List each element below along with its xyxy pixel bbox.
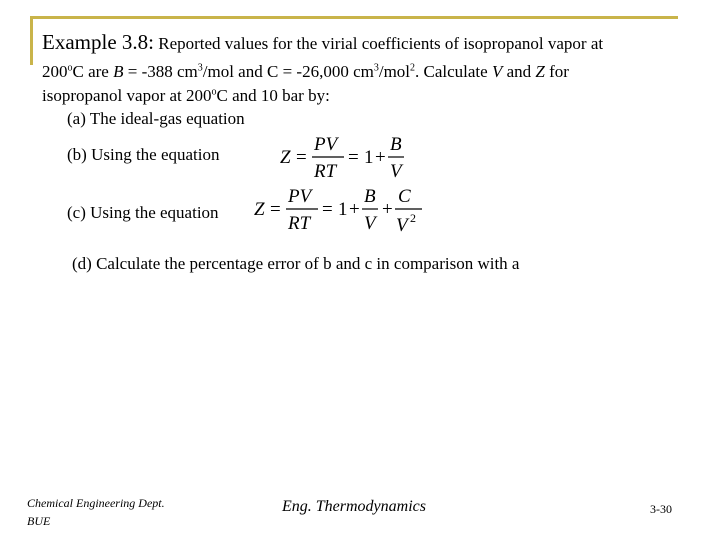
eq-v: V: [390, 161, 402, 182]
eq-one: 1: [338, 199, 348, 220]
exponent: 3: [373, 62, 379, 74]
example-label: Example 3.8:: [42, 30, 154, 54]
footer-course: Eng. Thermodynamics: [282, 498, 426, 515]
eq-pv: PV: [314, 134, 338, 155]
eq-pv: PV: [288, 186, 312, 207]
eq-equals: =: [322, 199, 333, 220]
text-span: for: [544, 62, 569, 81]
frame-top-border: [30, 16, 678, 19]
frame-left-border: [30, 16, 33, 65]
equation-c-svg: [252, 183, 427, 239]
part-c: (c) Using the equation: [67, 203, 219, 222]
text-span: . Calculate: [415, 62, 492, 81]
eq-equals: =: [296, 147, 307, 168]
part-b: (b) Using the equation: [67, 145, 220, 164]
eq-rt: RT: [288, 213, 311, 234]
eq-plus: +: [349, 199, 360, 220]
eq-b: B: [390, 134, 402, 155]
footer-department: [27, 494, 165, 530]
exponent: 2: [410, 62, 416, 74]
eq-v-squared: V: [396, 215, 408, 236]
text-span: and: [502, 62, 536, 81]
slide-title: [42, 30, 603, 55]
eq-z: Z: [254, 199, 265, 220]
title-text: Reported values for the virial coefficients of isopropanol vapor at: [158, 34, 604, 53]
footer-dept-line2: BUE: [27, 514, 51, 528]
equation-c: [252, 183, 427, 245]
eq-exponent-two: 2: [410, 211, 416, 225]
footer-dept-line1: Chemical Engineering Dept.: [27, 496, 165, 510]
footer-page-number: 3-30: [650, 502, 672, 516]
eq-plus: +: [375, 147, 386, 168]
equation-b-svg: [278, 131, 418, 183]
eq-equals: =: [270, 199, 281, 220]
eq-one: 1: [364, 147, 374, 168]
var-z: Z: [535, 62, 545, 81]
text-span: /mol and C = -26,000 cm: [202, 62, 374, 81]
problem-line-2: [42, 62, 569, 82]
text-span: C and 10 bar by:: [216, 86, 330, 105]
var-b: B: [113, 62, 124, 81]
text-span: isopropanol vapor at 200: [42, 86, 212, 105]
part-a: (a) The ideal-gas equation: [67, 109, 245, 128]
text-span: = -388 cm: [123, 62, 198, 81]
text-span: 200: [42, 62, 68, 81]
equation-b: [278, 131, 418, 189]
degree-sup: o: [211, 86, 217, 98]
text-span: C are: [72, 62, 114, 81]
eq-equals: =: [348, 147, 359, 168]
problem-line-3: [42, 86, 330, 106]
eq-plus: +: [382, 199, 393, 220]
var-v: V: [491, 62, 503, 81]
eq-v: V: [364, 213, 376, 234]
text-span: /mol: [378, 62, 411, 81]
exponent: 3: [197, 62, 203, 74]
part-d: (d) Calculate the percentage error of b and c in comparison with a: [72, 254, 520, 273]
eq-c: C: [398, 186, 411, 207]
degree-sup: o: [67, 62, 73, 74]
eq-b: B: [364, 186, 376, 207]
eq-z: Z: [280, 147, 291, 168]
eq-rt: RT: [314, 161, 337, 182]
